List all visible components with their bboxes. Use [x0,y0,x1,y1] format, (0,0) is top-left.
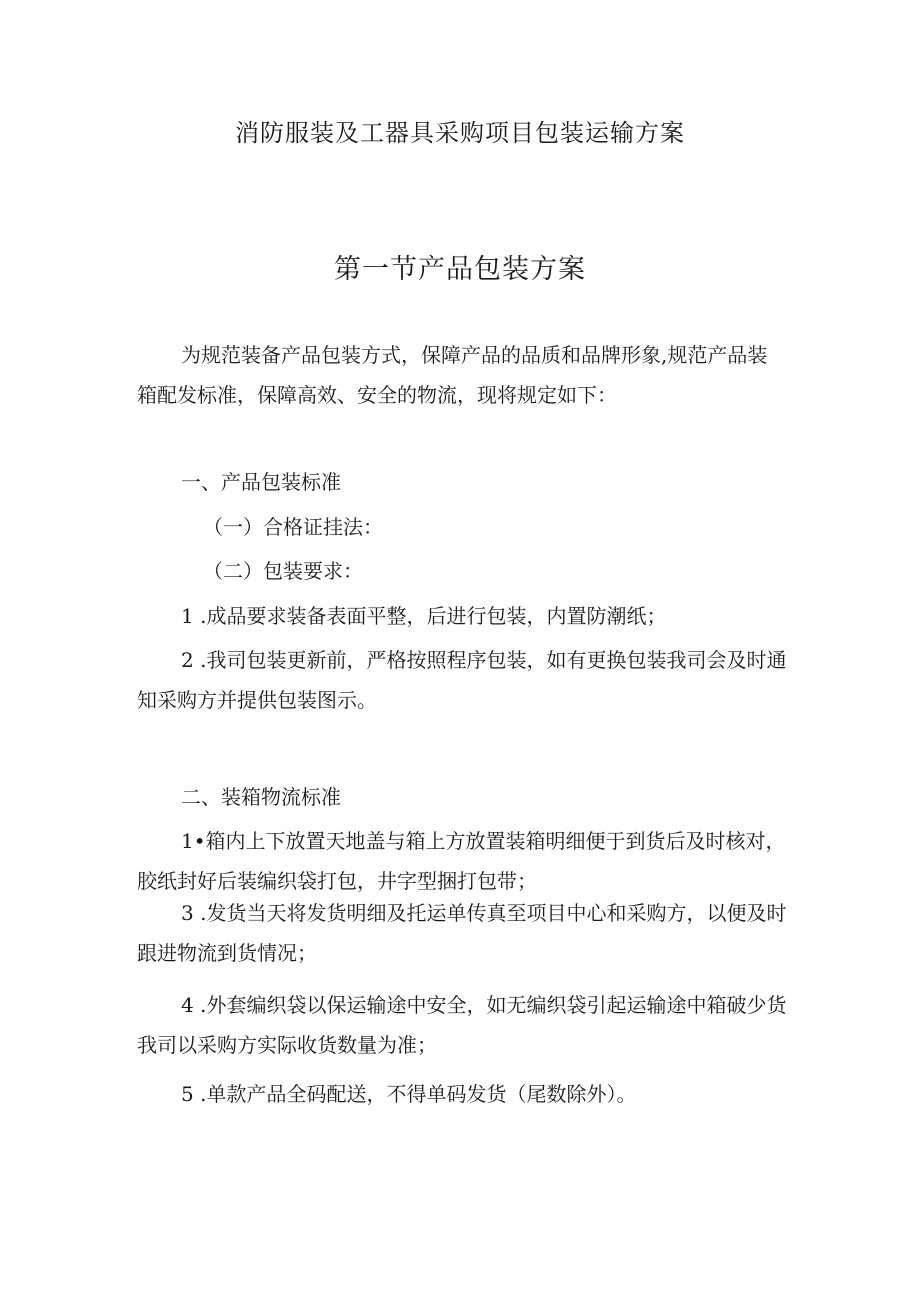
part1-heading: 一、产品包装标准 [181,470,341,494]
intro-paragraph: 为规范装备产品包装方式，保障产品的品质和品牌形象,规范产品装箱配发标准，保障高效、安全的物流，现将规定如下： [137,343,768,407]
part1-sub2: （二）包装要求： [203,559,363,583]
part1-item1: 1 .成品要求装备表面平整，后进行包装，内置防潮纸； [181,604,667,628]
part2-item4: 4 .外套编织袋以保运输途中安全，如无编织袋引起运输途中箱破少货我司以采购方实际收货数量为准； [137,993,787,1057]
part2-item5: 5 .单款产品全码配送，不得单码发货（尾数除外）。 [181,1082,637,1106]
part1-sub1: （一）合格证挂法： [203,515,383,539]
document-title: 消防服装及工器具采购项目包装运输方案 [235,119,685,147]
part2-item1: 1•箱内上下放置天地盖与箱上方放置装箱明细便于到货后及时核对，胶纸封好后装编织袋打包，井字型捆打包带； [137,829,786,893]
part2-item3: 3 .发货当天将发货明细及托运单传真至项目中心和采购方，以便及时跟进物流到货情况； [137,901,787,965]
section-title: 第一节产品包装方案 [334,254,586,285]
part2-heading: 二、装箱物流标准 [181,785,341,809]
part1-item2: 2 .我司包装更新前，严格按照程序包装，如有更换包装我司会及时通知采购方并提供包装图示。 [137,648,787,712]
